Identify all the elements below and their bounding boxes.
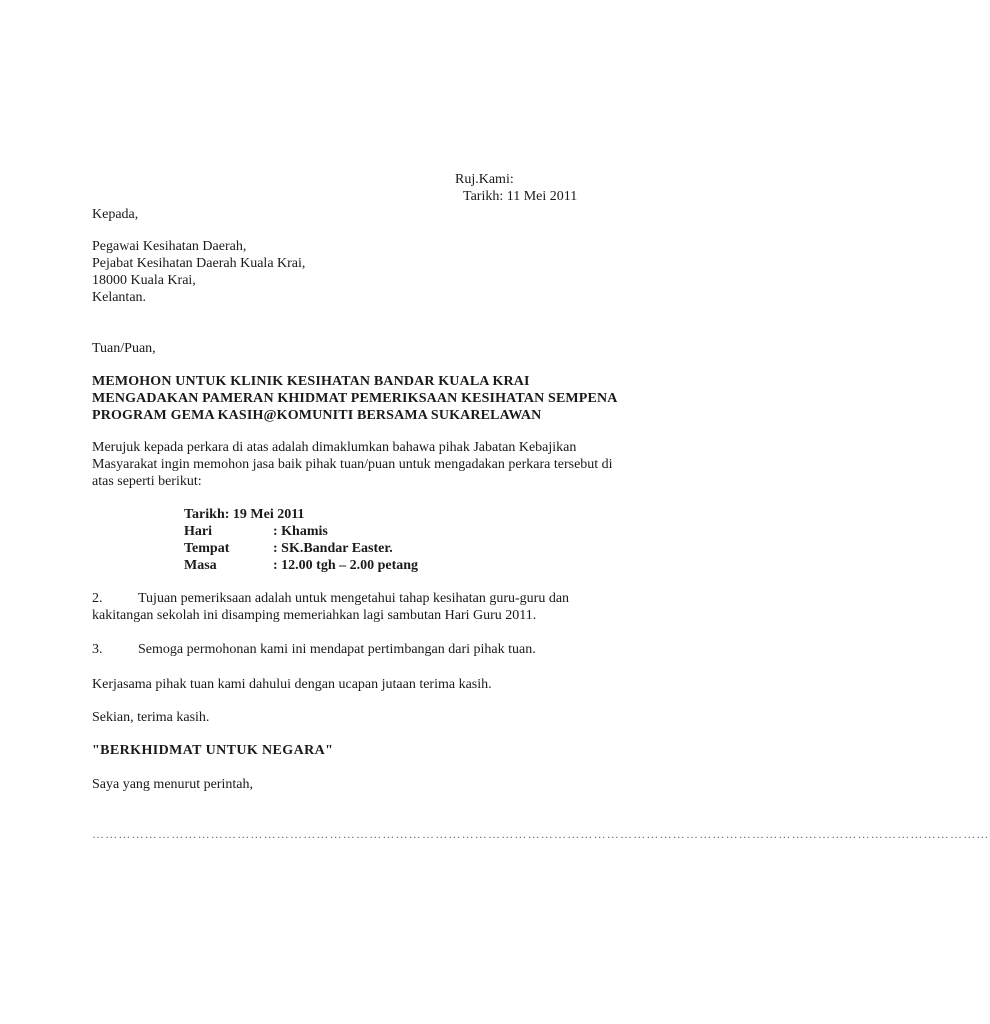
detail-time bbox=[184, 557, 418, 574]
paragraph-2-line-2: kakitangan sekolah ini disamping memeriahkan lagi sambutan Hari Guru 2011. bbox=[92, 608, 537, 623]
paragraph-3-text: Semoga permohonan kami ini mendapat pertimbangan dari pihak tuan. bbox=[138, 642, 536, 657]
paragraph-3-number: 3. bbox=[92, 642, 103, 657]
salutation: Tuan/Puan, bbox=[92, 341, 156, 356]
paragraph-2-line-1 bbox=[92, 590, 569, 607]
paragraph-3 bbox=[92, 641, 536, 658]
signature-line: …………………………………………………………………………………………………………………………………………………………………………………… bbox=[92, 827, 990, 841]
detail-place-value: : SK.Bandar Easter. bbox=[273, 541, 393, 556]
detail-date: Tarikh: 19 Mei 2011 bbox=[184, 507, 305, 522]
reference-number: Ruj.Kami: bbox=[455, 172, 514, 187]
thanks-cooperation: Kerjasama pihak tuan kami dahului dengan ucapan jutaan terima kasih. bbox=[92, 677, 492, 692]
motto: "BERKHIDMAT UNTUK NEGARA" bbox=[92, 743, 334, 758]
detail-time-value: : 12.00 tgh – 2.00 petang bbox=[273, 558, 419, 573]
intro-line: Merujuk kepada perkara di atas adalah dimaklumkan bahawa pihak Jabatan Kebajikan bbox=[92, 440, 577, 455]
recipient-line: Kelantan. bbox=[92, 290, 147, 305]
detail-place-label: Tempat bbox=[184, 541, 230, 556]
detail-day bbox=[184, 523, 328, 540]
intro-line: atas seperti berikut: bbox=[92, 474, 202, 489]
recipient-line: Pejabat Kesihatan Daerah Kuala Krai, bbox=[92, 256, 306, 271]
subject-line: MEMOHON UNTUK KLINIK KESIHATAN BANDAR KUALA KRAI bbox=[92, 374, 530, 389]
sign-off: Saya yang menurut perintah, bbox=[92, 777, 253, 792]
detail-day-value: : Khamis bbox=[273, 524, 328, 539]
letter-date: Tarikh: 11 Mei 2011 bbox=[463, 189, 578, 204]
closing: Sekian, terima kasih. bbox=[92, 710, 210, 725]
detail-time-label: Masa bbox=[184, 558, 217, 573]
detail-day-label: Hari bbox=[184, 524, 212, 539]
recipient-line: Pegawai Kesihatan Daerah, bbox=[92, 239, 247, 254]
paragraph-2-number: 2. bbox=[92, 591, 103, 606]
subject-line: MENGADAKAN PAMERAN KHIDMAT PEMERIKSAAN KESIHATAN SEMPENA bbox=[92, 391, 618, 406]
subject-line: PROGRAM GEMA KASIH@KOMUNITI BERSAMA SUKARELAWAN bbox=[92, 408, 542, 423]
detail-place bbox=[184, 540, 393, 557]
paragraph-2-text: Tujuan pemeriksaan adalah untuk mengetahui tahap kesihatan guru-guru dan bbox=[138, 591, 570, 606]
intro-line: Masyarakat ingin memohon jasa baik pihak tuan/puan untuk mengadakan perkara tersebut di bbox=[92, 457, 613, 472]
recipient-heading: Kepada, bbox=[92, 207, 139, 222]
recipient-line: 18000 Kuala Krai, bbox=[92, 273, 196, 288]
